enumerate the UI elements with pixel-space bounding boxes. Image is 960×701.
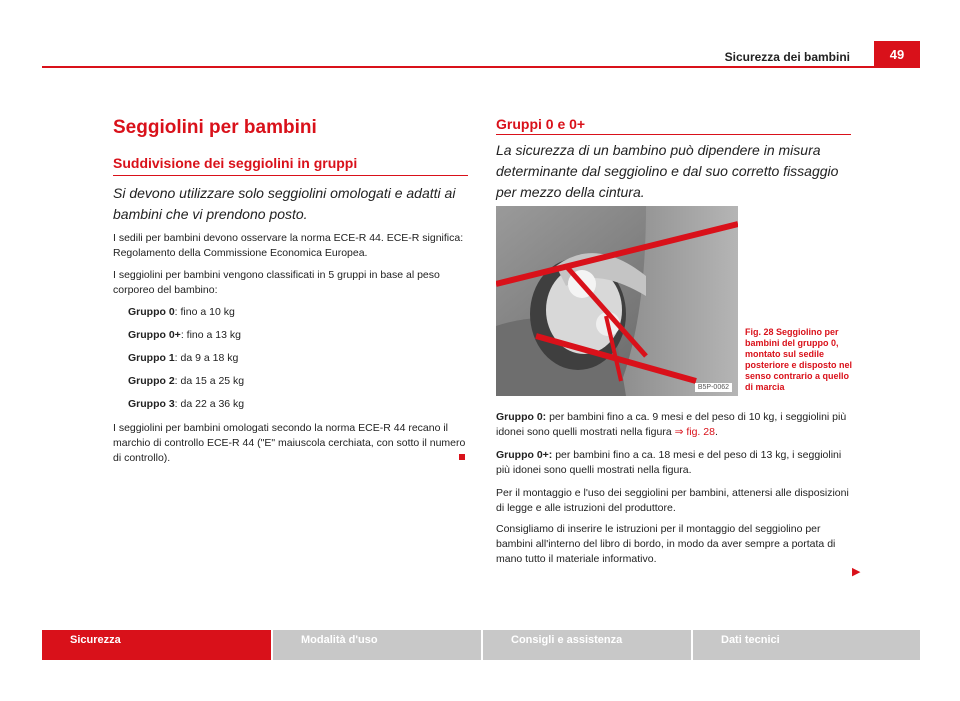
group-item: Gruppo 3: da 22 a 36 kg bbox=[128, 398, 245, 410]
paragraph-group-0: Gruppo 0: per bambini fino a ca. 9 mesi e del peso di 10 kg, i seggiolini più idonei sono quelli mostrati nella figura ⇒ fig. 28. bbox=[496, 411, 847, 438]
lead-text: Si devono utilizzare solo seggiolini omologati e adatti ai bambini che vi prendono posto. bbox=[113, 185, 456, 222]
tab-consigli-assistenza[interactable]: Consigli e assistenza bbox=[483, 630, 691, 660]
figure-child-seat bbox=[496, 206, 738, 396]
continue-arrow-icon: ▶ bbox=[852, 566, 861, 578]
running-header-title: Sicurezza dei bambini bbox=[724, 50, 850, 64]
header-rule bbox=[42, 66, 920, 68]
paragraph-groups-intro: I seggiolini per bambini vengono classificati in 5 gruppi in base al peso corporeo del bambino: bbox=[113, 269, 440, 296]
paragraph-norm: I sedili per bambini devono osservare la norma ECE-R 44. ECE-R significa: Regolamento della Commissione Economica Europea. bbox=[113, 232, 464, 259]
figure-link[interactable]: ⇒ fig. 28 bbox=[674, 426, 715, 438]
paragraph-group-0plus: Gruppo 0+: per bambini fino a ca. 18 mesi e del peso di 13 kg, i seggiolini più idonei sono quelli mostrati nella figura. bbox=[496, 449, 842, 476]
figure-code: B5P-0062 bbox=[695, 383, 732, 392]
paragraph-advice: Consigliamo di inserire le istruzioni per il montaggio del seggiolino per bambini all'interno del libro di bordo, in modo da aver sempre a portata di mano tutto il materiale informativo. bbox=[496, 523, 836, 565]
right-section-rule bbox=[496, 134, 851, 135]
section-title: Seggiolini per bambini bbox=[113, 117, 317, 138]
paragraph-marking: I seggiolini per bambini omologati secondo la norma ECE-R 44 recano il marchio di controllo ECE-R 44 ("E" maiuscola cerchiata, con sotto il numero di controllo). bbox=[113, 422, 466, 464]
paragraph-mounting: Per il montaggio e l'uso dei seggiolini per bambini, attenersi alle disposizioni di legge e alle istruzioni del produttore. bbox=[496, 487, 849, 514]
group-item: Gruppo 0+: fino a 13 kg bbox=[128, 329, 241, 341]
right-section-title: Gruppi 0 e 0+ bbox=[496, 116, 586, 132]
tab-modalita-uso[interactable]: Modalità d'uso bbox=[273, 630, 481, 660]
group-item: Gruppo 2: da 15 a 25 kg bbox=[128, 375, 245, 387]
section-end-mark bbox=[459, 454, 465, 460]
group-item: Gruppo 1: da 9 a 18 kg bbox=[128, 352, 239, 364]
tab-dati-tecnici[interactable]: Dati tecnici bbox=[693, 630, 920, 660]
figure-caption: Fig. 28 Seggiolino per bambini del gruppo 0, montato sul sedile posteriore e disposto nel senso contrario a quello di marcia bbox=[745, 327, 853, 392]
tab-sicurezza[interactable]: Sicurezza bbox=[42, 630, 271, 660]
child-seat-illustration bbox=[496, 206, 738, 396]
group-item: Gruppo 0: fino a 10 kg bbox=[128, 306, 235, 318]
subsection-title: Suddivisione dei seggiolini in gruppi bbox=[113, 155, 358, 171]
subsection-rule bbox=[113, 175, 468, 176]
right-lead-text: La sicurezza di un bambino può dipendere in misura determinante dal seggiolino e dal suo corretto fissaggio per mezzo della cintura. bbox=[496, 142, 839, 200]
page-number-box: 49 bbox=[874, 41, 920, 68]
